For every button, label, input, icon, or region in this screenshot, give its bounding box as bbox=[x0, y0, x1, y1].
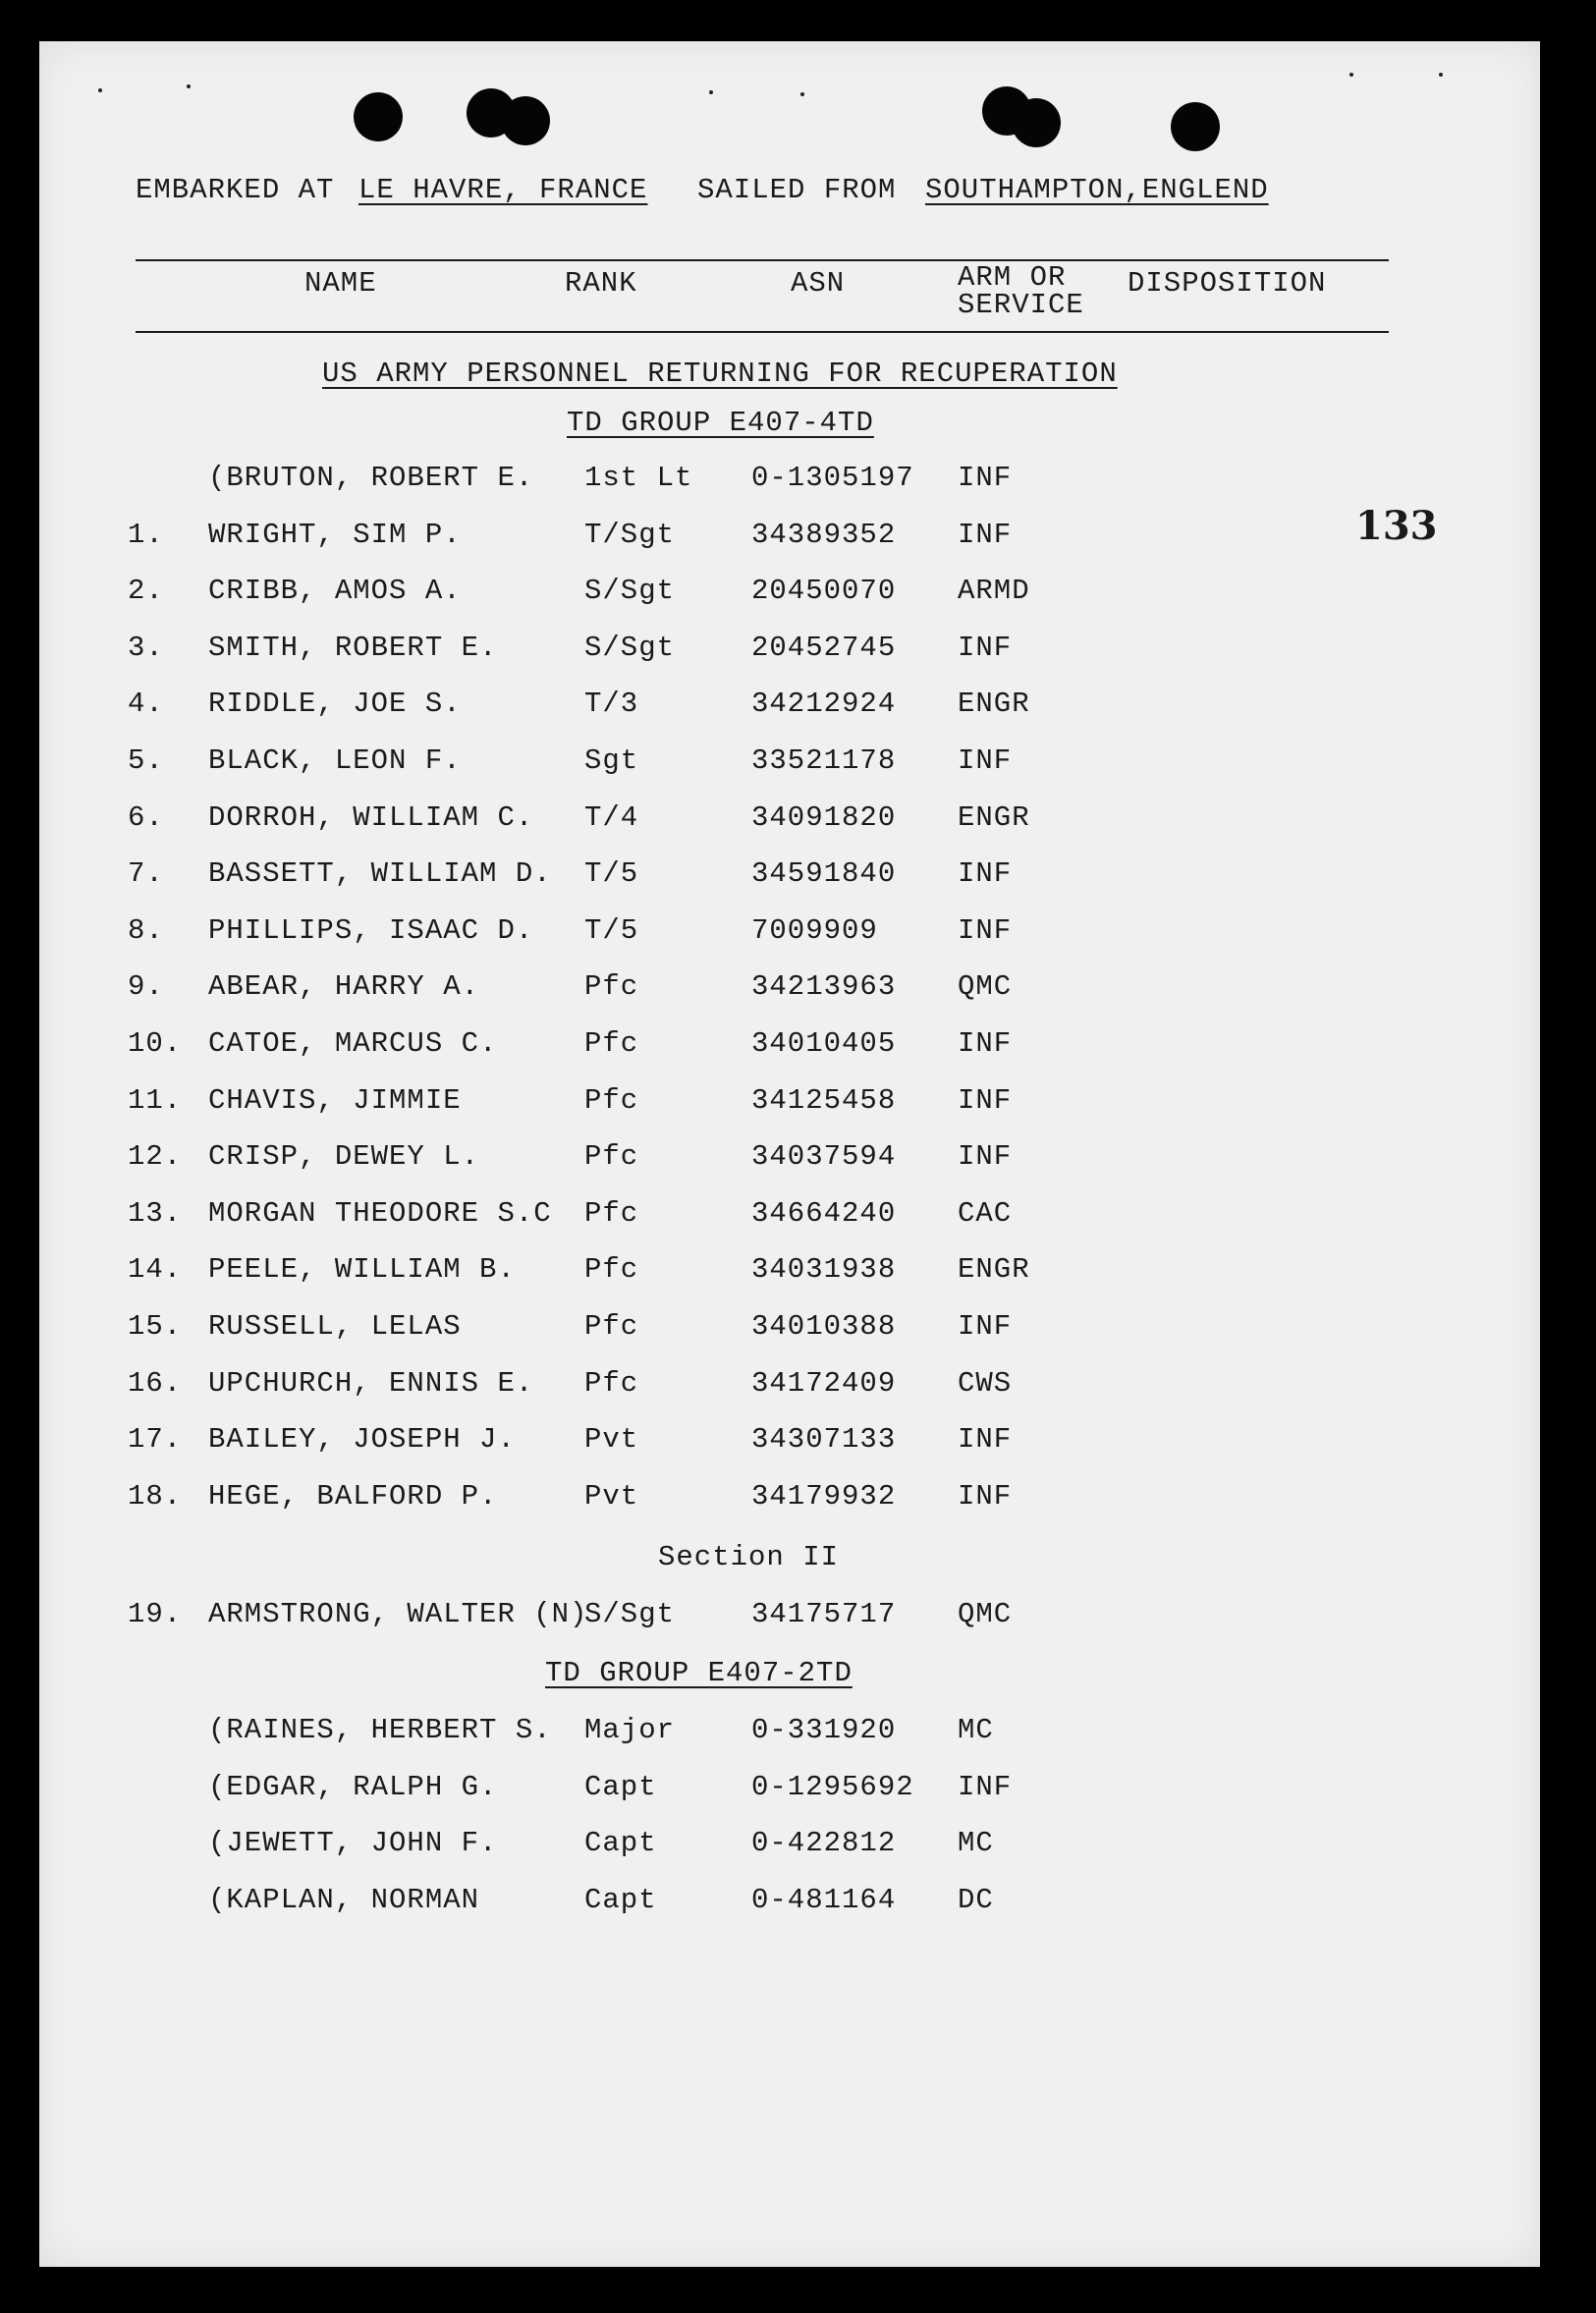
arm-or-service: INF bbox=[958, 857, 1013, 891]
rank: Pfc bbox=[584, 1253, 639, 1287]
table-row bbox=[39, 1423, 1540, 1462]
column-header-asn: ASN bbox=[791, 267, 846, 300]
arm-or-service: INF bbox=[958, 744, 1013, 777]
personnel-name: CRIBB, AMOS A. bbox=[208, 575, 462, 608]
column-header-arm: ARM OR bbox=[958, 261, 1067, 294]
serial-number: 34307133 bbox=[751, 1423, 897, 1457]
punch-hole bbox=[354, 92, 403, 141]
arm-or-service: INF bbox=[958, 631, 1013, 664]
rank: S/Sgt bbox=[584, 1598, 676, 1630]
punch-hole bbox=[501, 96, 550, 145]
table-row bbox=[39, 1367, 1540, 1406]
row-number: 16. bbox=[128, 1366, 183, 1400]
rank: Pfc bbox=[584, 1196, 639, 1230]
table-row bbox=[39, 1714, 1540, 1753]
table-row bbox=[39, 744, 1540, 784]
column-header-name: NAME bbox=[304, 267, 377, 300]
row-number: 6. bbox=[128, 800, 164, 834]
rank: Capt bbox=[584, 1883, 657, 1916]
row-number: 10. bbox=[128, 1027, 183, 1060]
table-row bbox=[39, 519, 1540, 558]
punch-hole bbox=[1171, 102, 1220, 151]
serial-number: 34037594 bbox=[751, 1140, 897, 1174]
serial-number: 34179932 bbox=[751, 1479, 897, 1513]
table-row bbox=[39, 1310, 1540, 1349]
table-row bbox=[39, 462, 1540, 501]
serial-number: 0-481164 bbox=[751, 1883, 897, 1916]
serial-number: 34010388 bbox=[751, 1310, 897, 1343]
personnel-name: (KAPLAN, NORMAN bbox=[208, 1883, 480, 1916]
embarked-label: EMBARKED AT bbox=[136, 174, 335, 206]
personnel-name: CATOE, MARCUS C. bbox=[208, 1027, 498, 1060]
personnel-name: RIDDLE, JOE S. bbox=[208, 688, 462, 721]
row-number: 18. bbox=[128, 1479, 183, 1513]
speck bbox=[98, 88, 102, 92]
document-page bbox=[39, 41, 1540, 2267]
table-row bbox=[39, 801, 1540, 841]
column-header-service: SERVICE bbox=[958, 289, 1084, 321]
page-number: 133 bbox=[1355, 503, 1438, 549]
serial-number: 34389352 bbox=[751, 518, 897, 551]
personnel-name: DORROH, WILLIAM C. bbox=[208, 800, 534, 834]
table-row bbox=[39, 1140, 1540, 1180]
table-row bbox=[39, 1197, 1540, 1237]
table-row bbox=[39, 1480, 1540, 1519]
serial-number: 0-1295692 bbox=[751, 1770, 914, 1803]
arm-or-service: INF bbox=[958, 1027, 1013, 1060]
personnel-name: MORGAN THEODORE S.C bbox=[208, 1196, 552, 1230]
serial-number: 34213963 bbox=[751, 970, 897, 1004]
serial-number: 34212924 bbox=[751, 688, 897, 721]
personnel-name: ABEAR, HARRY A. bbox=[208, 970, 480, 1004]
arm-or-service: MC bbox=[958, 1827, 994, 1860]
serial-number: 34091820 bbox=[751, 800, 897, 834]
table-row bbox=[39, 1084, 1540, 1124]
personnel-name: CHAVIS, JIMMIE bbox=[208, 1083, 462, 1117]
personnel-name: BLACK, LEON F. bbox=[208, 744, 462, 777]
arm-or-service: CWS bbox=[958, 1366, 1013, 1400]
arm-or-service: INF bbox=[958, 1310, 1013, 1343]
punch-hole bbox=[1012, 98, 1061, 147]
arm-or-service: INF bbox=[958, 913, 1013, 947]
serial-number: 0-1305197 bbox=[751, 462, 914, 494]
personnel-name: PEELE, WILLIAM B. bbox=[208, 1253, 516, 1287]
speck bbox=[187, 84, 191, 88]
row-number: 4. bbox=[128, 688, 164, 721]
rank: Pvt bbox=[584, 1423, 639, 1457]
table-row bbox=[39, 1771, 1540, 1810]
arm-or-service: ARMD bbox=[958, 575, 1030, 608]
row-number: 14. bbox=[128, 1253, 183, 1287]
serial-number: 34175717 bbox=[751, 1598, 897, 1630]
group1-heading: TD GROUP E407-4TD bbox=[567, 407, 874, 439]
row-number: 17. bbox=[128, 1423, 183, 1457]
personnel-name: SMITH, ROBERT E. bbox=[208, 631, 498, 664]
arm-or-service: INF bbox=[958, 1770, 1013, 1803]
serial-number: 20452745 bbox=[751, 631, 897, 664]
serial-number: 34031938 bbox=[751, 1253, 897, 1287]
rank: Major bbox=[584, 1714, 676, 1746]
rank: S/Sgt bbox=[584, 631, 676, 664]
serial-number: 34664240 bbox=[751, 1196, 897, 1230]
table-row bbox=[39, 575, 1540, 614]
row-number: 9. bbox=[128, 970, 164, 1004]
serial-number: 7009909 bbox=[751, 913, 878, 947]
rank: Pfc bbox=[584, 1366, 639, 1400]
row-number: 8. bbox=[128, 913, 164, 947]
rank: T/5 bbox=[584, 857, 639, 891]
personnel-name: CRISP, DEWEY L. bbox=[208, 1140, 480, 1174]
rank: Capt bbox=[584, 1827, 657, 1860]
document-title: US ARMY PERSONNEL RETURNING FOR RECUPERATION bbox=[322, 358, 1118, 390]
serial-number: 34172409 bbox=[751, 1366, 897, 1400]
speck bbox=[1439, 73, 1443, 77]
table-row bbox=[39, 1884, 1540, 1923]
personnel-name: (BRUTON, ROBERT E. bbox=[208, 462, 534, 494]
personnel-name: RUSSELL, LELAS bbox=[208, 1310, 462, 1343]
table-row bbox=[39, 1253, 1540, 1293]
table-row bbox=[39, 1027, 1540, 1067]
arm-or-service: QMC bbox=[958, 1598, 1013, 1630]
row-number: 15. bbox=[128, 1310, 183, 1343]
serial-number: 34125458 bbox=[751, 1083, 897, 1117]
rank: 1st Lt bbox=[584, 462, 693, 494]
header-rule-top bbox=[136, 259, 1389, 261]
rank: Pvt bbox=[584, 1479, 639, 1513]
embarked-place: LE HAVRE, FRANCE bbox=[358, 174, 648, 206]
personnel-name: ARMSTRONG, WALTER (N) bbox=[208, 1598, 588, 1630]
arm-or-service: MC bbox=[958, 1714, 994, 1746]
table-row bbox=[39, 632, 1540, 671]
sailed-place: SOUTHAMPTON,ENGLEND bbox=[925, 174, 1269, 206]
header-rule-bottom bbox=[136, 331, 1389, 333]
table-row bbox=[39, 970, 1540, 1010]
rank: Pfc bbox=[584, 970, 639, 1004]
arm-or-service: QMC bbox=[958, 970, 1013, 1004]
serial-number: 0-331920 bbox=[751, 1714, 897, 1746]
arm-or-service: ENGR bbox=[958, 800, 1030, 834]
personnel-name: UPCHURCH, ENNIS E. bbox=[208, 1366, 534, 1400]
serial-number: 20450070 bbox=[751, 575, 897, 608]
row-number: 5. bbox=[128, 744, 164, 777]
sailed-label: SAILED FROM bbox=[697, 174, 897, 206]
row-number: 1. bbox=[128, 518, 164, 551]
row-number: 11. bbox=[128, 1083, 183, 1117]
personnel-name: BAILEY, JOSEPH J. bbox=[208, 1423, 516, 1457]
arm-or-service: INF bbox=[958, 1083, 1013, 1117]
arm-or-service: INF bbox=[958, 1140, 1013, 1174]
serial-number: 34010405 bbox=[751, 1027, 897, 1060]
personnel-name: BASSETT, WILLIAM D. bbox=[208, 857, 552, 891]
arm-or-service: INF bbox=[958, 462, 1013, 494]
column-header-disposition: DISPOSITION bbox=[1128, 267, 1327, 300]
serial-number: 0-422812 bbox=[751, 1827, 897, 1860]
personnel-name: HEGE, BALFORD P. bbox=[208, 1479, 498, 1513]
group2-heading: TD GROUP E407-2TD bbox=[545, 1657, 853, 1689]
serial-number: 33521178 bbox=[751, 744, 897, 777]
table-row bbox=[39, 857, 1540, 897]
arm-or-service: ENGR bbox=[958, 688, 1030, 721]
rank: Sgt bbox=[584, 744, 639, 777]
column-header-rank: RANK bbox=[565, 267, 637, 300]
rank: Capt bbox=[584, 1770, 657, 1803]
table-row bbox=[39, 688, 1540, 727]
personnel-name: WRIGHT, SIM P. bbox=[208, 518, 462, 551]
arm-or-service: CAC bbox=[958, 1196, 1013, 1230]
row-number: 2. bbox=[128, 575, 164, 608]
arm-or-service: DC bbox=[958, 1883, 994, 1916]
rank: T/3 bbox=[584, 688, 639, 721]
rank: S/Sgt bbox=[584, 575, 676, 608]
personnel-name: (RAINES, HERBERT S. bbox=[208, 1714, 552, 1746]
row-number: 13. bbox=[128, 1196, 183, 1230]
rank: T/4 bbox=[584, 800, 639, 834]
row-number: 19. bbox=[128, 1598, 183, 1630]
rank: Pfc bbox=[584, 1140, 639, 1174]
arm-or-service: INF bbox=[958, 1479, 1013, 1513]
row-number: 7. bbox=[128, 857, 164, 891]
row-number: 12. bbox=[128, 1140, 183, 1174]
rank: Pfc bbox=[584, 1083, 639, 1117]
table-row bbox=[39, 914, 1540, 954]
personnel-name: (JEWETT, JOHN F. bbox=[208, 1827, 498, 1860]
table-row bbox=[39, 1598, 1540, 1637]
table-row bbox=[39, 1827, 1540, 1866]
speck bbox=[800, 92, 804, 96]
arm-or-service: INF bbox=[958, 518, 1013, 551]
row-number: 3. bbox=[128, 631, 164, 664]
rank: T/Sgt bbox=[584, 518, 676, 551]
personnel-name: (EDGAR, RALPH G. bbox=[208, 1770, 498, 1803]
speck bbox=[1349, 73, 1353, 77]
arm-or-service: ENGR bbox=[958, 1253, 1030, 1287]
speck bbox=[709, 90, 713, 94]
arm-or-service: INF bbox=[958, 1423, 1013, 1457]
rank: T/5 bbox=[584, 913, 639, 947]
section2-heading: Section II bbox=[658, 1541, 840, 1573]
rank: Pfc bbox=[584, 1310, 639, 1343]
personnel-name: PHILLIPS, ISAAC D. bbox=[208, 913, 534, 947]
serial-number: 34591840 bbox=[751, 857, 897, 891]
rank: Pfc bbox=[584, 1027, 639, 1060]
